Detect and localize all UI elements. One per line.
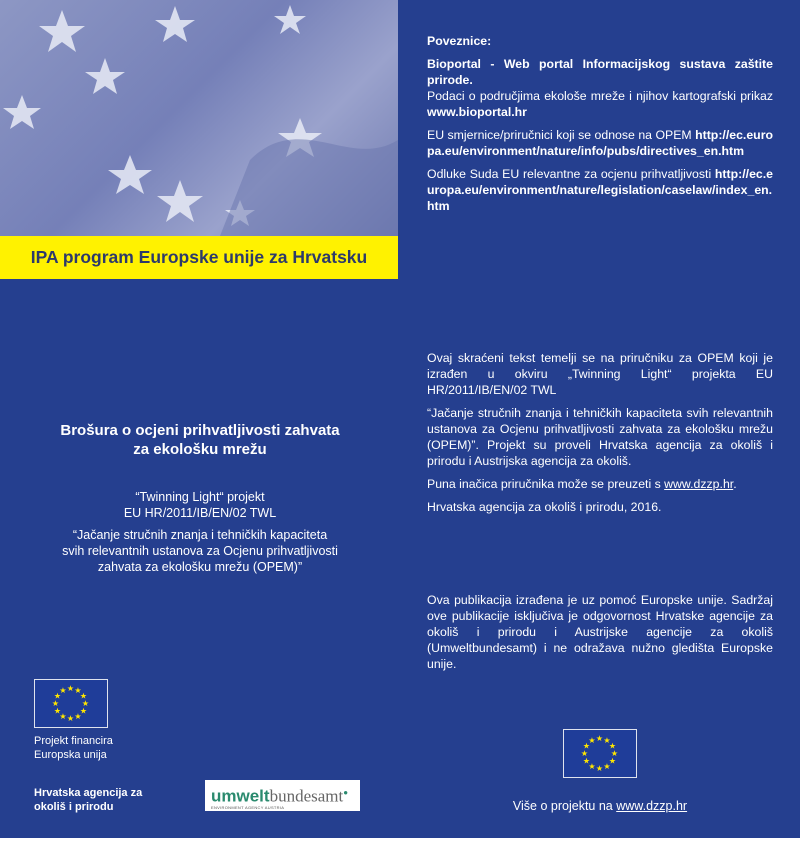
star-icon: ★ bbox=[588, 736, 596, 746]
star-icon: ★ bbox=[603, 761, 611, 771]
disclaimer bbox=[427, 592, 773, 679]
star-icon: ★ bbox=[610, 749, 619, 758]
star-icon: ★ bbox=[51, 699, 60, 708]
project-name-line: svih relevantnih ustanova za Ocjenu prihvatljivosti bbox=[62, 544, 338, 558]
eu-stars-icon bbox=[35, 680, 106, 726]
star-icon: ★ bbox=[582, 741, 591, 751]
agency-line: okoliš i prirodu bbox=[34, 801, 114, 813]
download-end: . bbox=[733, 477, 737, 491]
links-section bbox=[427, 33, 773, 221]
star-icon: ★ bbox=[603, 736, 611, 746]
project-line: “Twinning Light“ projekt bbox=[135, 490, 265, 504]
star-icon: ★ bbox=[81, 699, 90, 708]
star-icon: ★ bbox=[53, 706, 62, 716]
star-icon: ★ bbox=[66, 714, 75, 723]
star-icon: ★ bbox=[79, 691, 88, 701]
more-info bbox=[400, 799, 800, 813]
star-icon: ★ bbox=[588, 761, 596, 771]
disclaimer-text: Ova publikacija izrađena je uz pomoć Europske unije. Sadržaj ove publikacije isključiva je odgovornost Hrvatske agencije za okoliš i prirodu i Austrijske agencije za okoliš (Umweltbundesamt) i ne odražava nužno gledišta Europske unije. bbox=[427, 593, 773, 671]
eu-flag-logo-right bbox=[563, 729, 637, 778]
publisher-note: Hrvatska agencija za okoliš i prirodu, 2016. bbox=[427, 500, 662, 514]
about-paragraph: Ovaj skraćeni tekst temelji se na priručniku za OPEM koji je izrađen u okviru „Twinning Light“ projekta EU HR/2011/IB/EN/02 TWL bbox=[427, 351, 773, 397]
agency-line: Hrvatska agencija za bbox=[34, 787, 143, 799]
more-link[interactable]: www.dzzp.hr bbox=[616, 799, 688, 813]
project-code: EU HR/2011/IB/EN/02 TWL bbox=[123, 506, 277, 520]
funding-note bbox=[34, 734, 113, 762]
agency-name bbox=[34, 786, 142, 814]
eu-flag-logo bbox=[34, 679, 108, 728]
about-section bbox=[427, 350, 773, 522]
funding-line: Europska unija bbox=[34, 749, 107, 761]
bioportal-title: Bioportal - Web portal Informacijskog sustava zaštite prirode. bbox=[427, 57, 773, 87]
star-icon: ★ bbox=[79, 706, 88, 716]
star-icon: ★ bbox=[66, 684, 75, 693]
star-icon: ★ bbox=[59, 711, 67, 721]
eu-stars-icon bbox=[564, 730, 635, 776]
star-icon: ★ bbox=[582, 756, 591, 766]
funding-line: Projekt financira bbox=[34, 735, 113, 747]
title-line: za ekološku mrežu bbox=[133, 441, 267, 458]
guides-link[interactable]: http://ec.europa.eu/environment/nature/info/pubs/directives_en.htm bbox=[427, 128, 773, 158]
project-name-line: zahvata za ekološku mrežu (OPEM)” bbox=[97, 560, 303, 574]
star-icon: ★ bbox=[595, 734, 604, 743]
download-link[interactable]: www.dzzp.hr bbox=[664, 477, 734, 491]
about-paragraph: “Jačanje stručnih znanja i tehničkih kapaciteta svih relevantnih ustanova za Ocjenu prihvatljivosti zahvata za ekološku mrežu (OPEM)”. Projekt su proveli Hrvatska agencija za okoliš i prirodu i Austrijska agencija za okoliš. bbox=[427, 406, 773, 468]
court-desc: Odluke Suda EU relevantne za ocjenu prihvatljivosti bbox=[427, 167, 715, 181]
links-heading: Poveznice: bbox=[427, 34, 492, 48]
project-name-line: “Jačanje stručnih znanja i tehničkih kapaciteta bbox=[72, 528, 328, 542]
logo-subtitle: ENVIRONMENT AGENCY AUSTRIA bbox=[211, 804, 285, 810]
project-info bbox=[0, 489, 400, 575]
star-icon: ★ bbox=[59, 686, 67, 696]
court-link[interactable]: http://ec.europa.eu/environment/nature/legislation/caselaw/index_en.htm bbox=[427, 167, 773, 213]
umwelt-wordmark: umweltbundesamt● bbox=[211, 786, 349, 806]
guides-desc: EU smjernice/priručnici koji se odnose na OPEM bbox=[427, 128, 696, 142]
program-banner: IPA program Europske unije za Hrvatsku bbox=[0, 236, 398, 279]
star-icon: ★ bbox=[608, 756, 617, 766]
more-text: Više o projektu na bbox=[512, 799, 617, 813]
brochure-title bbox=[0, 421, 400, 459]
title-line: Brošura o ocjeni prihvatljivosti zahvata bbox=[60, 422, 340, 439]
bioportal-desc: Podaci o područjima ekološe mreže i njihov kartografski prikaz bbox=[427, 89, 773, 103]
bioportal-link[interactable]: www.bioportal.hr bbox=[427, 105, 527, 119]
eu-flag-hero-image bbox=[0, 0, 398, 236]
umweltbundesamt-logo bbox=[205, 780, 360, 811]
star-icon: ★ bbox=[608, 741, 617, 751]
download-text: Puna inačica priručnika može se preuzeti s bbox=[427, 477, 665, 491]
star-icon: ★ bbox=[53, 691, 62, 701]
star-icon: ★ bbox=[74, 686, 82, 696]
star-icon: ★ bbox=[580, 749, 589, 758]
star-icon: ★ bbox=[595, 764, 604, 773]
star-icon: ★ bbox=[74, 711, 82, 721]
